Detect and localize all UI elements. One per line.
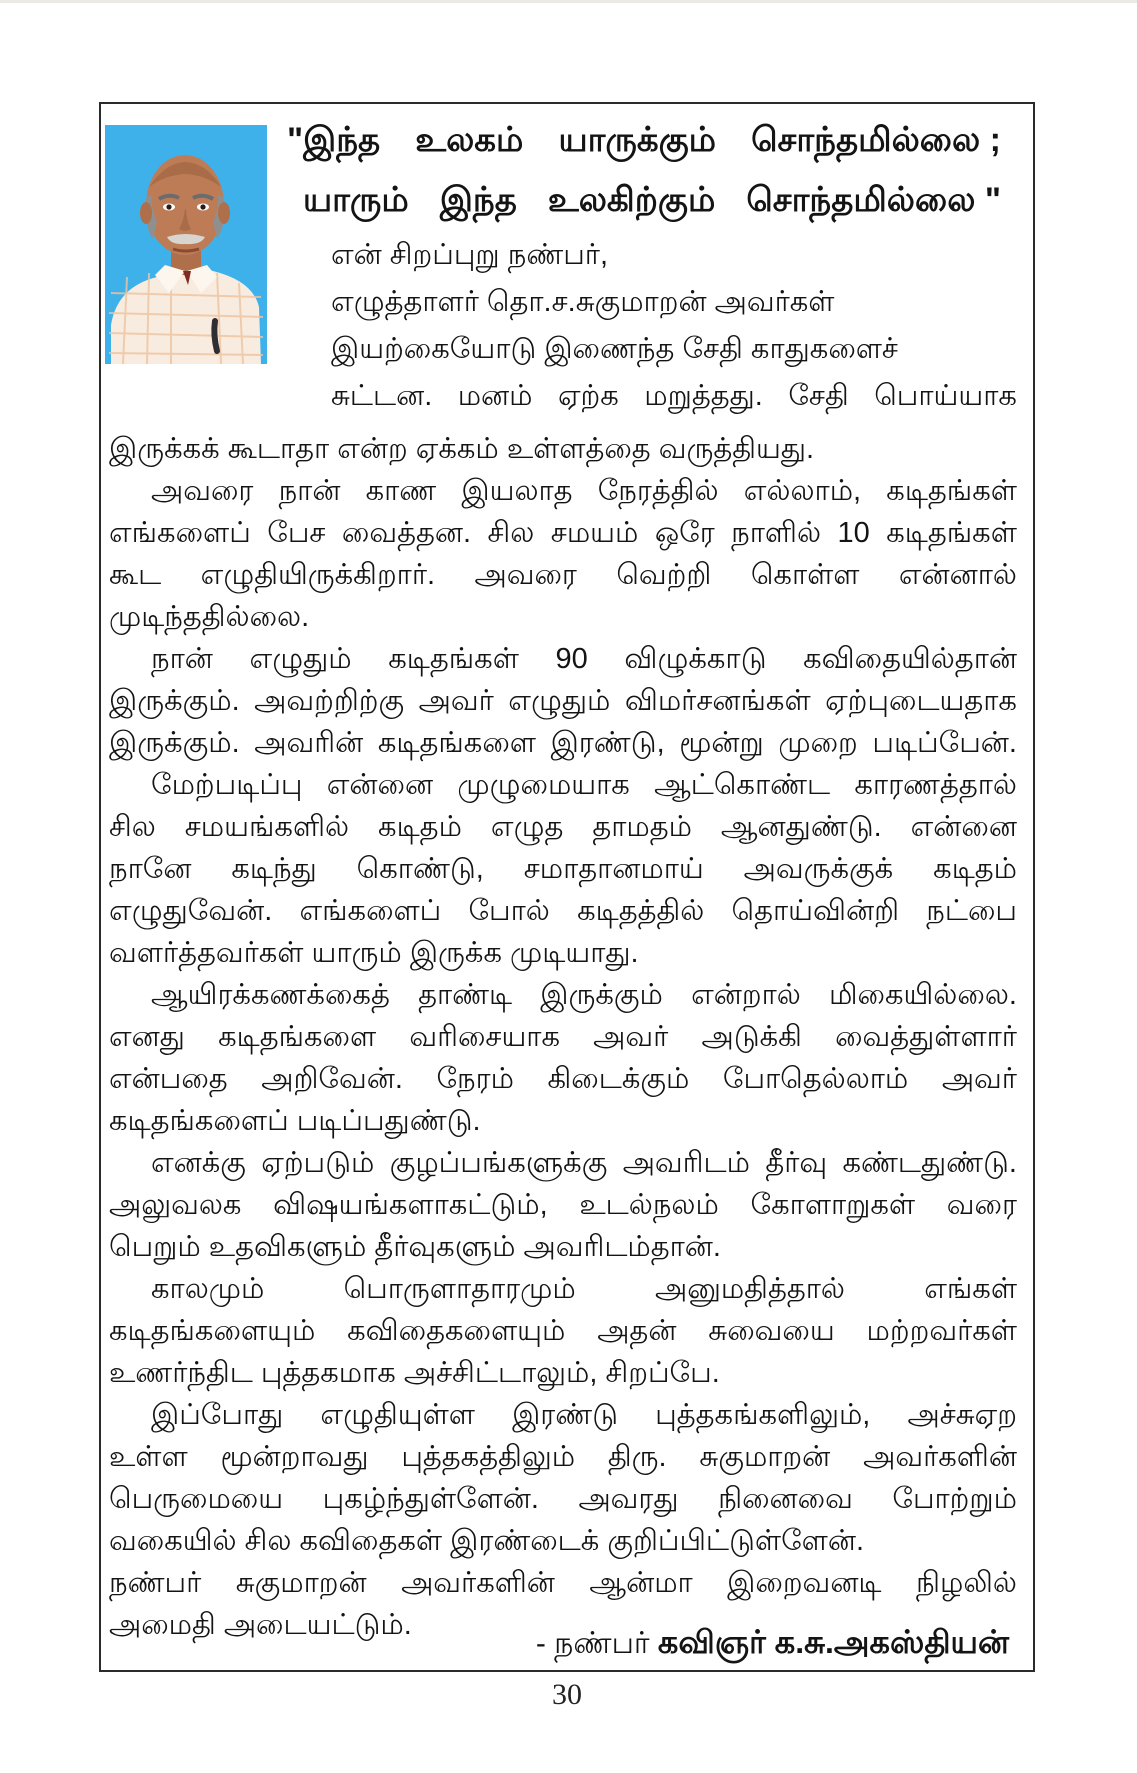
- body-line: இருக்கக் கூடாதா என்ற ஏக்கம் உள்ளத்தை வருத்தியது.: [109, 433, 815, 465]
- body-line: வகையில் சில கவிதைகள் இரண்டைக் குறிப்பிட்டுள்ளேன்.: [109, 1525, 865, 1557]
- body-line: சில சமயங்களில் கடிதம் எழுத தாமதம் ஆனதுண்டு. என்னை: [109, 811, 1017, 843]
- body-line: பெருமையை புகழ்ந்துள்ளேன். அவரது நினைவை போற்றும்: [109, 1483, 1017, 1515]
- scan-edge-artifact: [0, 0, 1137, 3]
- body-line: ஆயிரக்கணக்கைத் தாண்டி இருக்கும் என்றால் மிகையில்லை.: [151, 979, 1017, 1011]
- intro-line: எழுத்தாளர் தொ.ச.சுகுமாறன் அவர்கள்: [331, 286, 835, 318]
- body-line: வளர்த்தவர்கள் யாரும் இருக்க முடியாது.: [109, 937, 639, 969]
- body-line: எனது கடிதங்களை வரிசையாக அவர் அடுக்கி வைத்துள்ளார்: [109, 1021, 1017, 1053]
- headline-quote: [287, 110, 1001, 230]
- body-line: எனக்கு ஏற்படும் குழப்பங்களுக்கு அவரிடம் தீர்வு கண்டதுண்டு.: [151, 1147, 1017, 1179]
- body-line: கடிதங்களையும் கவிதைகளையும் அதன் சுவையை மற்றவர்கள்: [109, 1315, 1017, 1347]
- body-line: அமைதி அடையட்டும்.: [109, 1609, 412, 1641]
- intro-line: சுட்டன. மனம் ஏற்க மறுத்தது. சேதி பொய்யாக: [331, 380, 1017, 412]
- quote-line: "இந்த உலகம் யாருக்கும் சொந்தமில்லை ;: [287, 121, 1001, 159]
- pen-in-pocket: [214, 321, 217, 351]
- quote-line: யாரும் இந்த உலகிற்கும் சொந்தமில்லை ": [303, 181, 1001, 219]
- body-line: அலுவலக விஷயங்களாகட்டும், உடல்நலம் கோளாறுகள் வரை: [109, 1189, 1017, 1221]
- signature-prefix: - நண்பர்: [535, 1627, 658, 1660]
- article-body: [109, 428, 1017, 1646]
- body-line: உணர்ந்திட புத்தகமாக அச்சிட்டாலும், சிறப்பே.: [109, 1357, 720, 1389]
- signature-author-name: கவிஞர் க.சு.அகஸ்தியன்: [657, 1624, 1009, 1660]
- body-line: எங்களைப் பேச வைத்தன. சில சமயம் ஒரே நாளில் 10 கடிதங்கள்: [109, 517, 1017, 549]
- body-line: இருக்கும். அவரின் கடிதங்களை இரண்டு, மூன்று முறை படிப்பேன்.: [109, 727, 1017, 759]
- page-number: 30: [552, 1678, 582, 1711]
- body-line: மேற்படிப்பு என்னை முழுமையாக ஆட்கொண்ட காரணத்தால்: [151, 769, 1017, 801]
- content-frame: [99, 102, 1035, 1672]
- signature-line: [536, 1624, 1009, 1665]
- body-line: கடிதங்களைப் படிப்பதுண்டு.: [109, 1105, 481, 1137]
- body-line: நானே கடிந்து கொண்டு, சமாதானமாய் அவருக்குக் கடிதம்: [109, 853, 1017, 885]
- body-line: நான் எழுதும் கடிதங்கள் 90 விழுக்காடு கவிதையில்தான்: [151, 643, 1017, 675]
- author-photo: [105, 125, 267, 364]
- body-line: எழுதுவேன். எங்களைப் போல் கடிதத்தில் தொய்வின்றி நட்பை: [109, 895, 1017, 927]
- body-line: இருக்கும். அவற்றிற்கு அவர் எழுதும் விமர்சனங்கள் ஏற்புடையதாக: [109, 685, 1017, 717]
- body-line: என்பதை அறிவேன். நேரம் கிடைக்கும் போதெல்லாம் அவர்: [109, 1063, 1017, 1095]
- body-line: உள்ள மூன்றாவது புத்தகத்திலும் திரு. சுகுமாறன் அவர்களின்: [109, 1441, 1017, 1473]
- intro-line: இயற்கையோடு இணைந்த சேதி காதுகளைச்: [331, 333, 898, 365]
- body-line: முடிந்ததில்லை.: [109, 601, 310, 633]
- header-section: [109, 104, 1017, 428]
- intro-lines: [331, 232, 1017, 420]
- body-line: பெறும் உதவிகளும் தீர்வுகளும் அவரிடம்தான்.: [109, 1231, 721, 1263]
- intro-line: என் சிறப்புறு நண்பர்,: [331, 239, 609, 271]
- body-line: நண்பர் சுகுமாறன் அவர்களின் ஆன்மா இறைவனடி நிழலில்: [109, 1567, 1017, 1599]
- body-line: அவரை நான் காண இயலாத நேரத்தில் எல்லாம், கடிதங்கள்: [151, 475, 1017, 507]
- body-line: காலமும் பொருளாதாரமும் அனுமதித்தால் எங்கள்: [151, 1273, 1017, 1305]
- body-line: கூட எழுதியிருக்கிறார். அவரை வெற்றி கொள்ள என்னால்: [109, 559, 1017, 591]
- body-line: இப்போது எழுதியுள்ள இரண்டு புத்தகங்களிலும், அச்சுஏற: [151, 1399, 1017, 1431]
